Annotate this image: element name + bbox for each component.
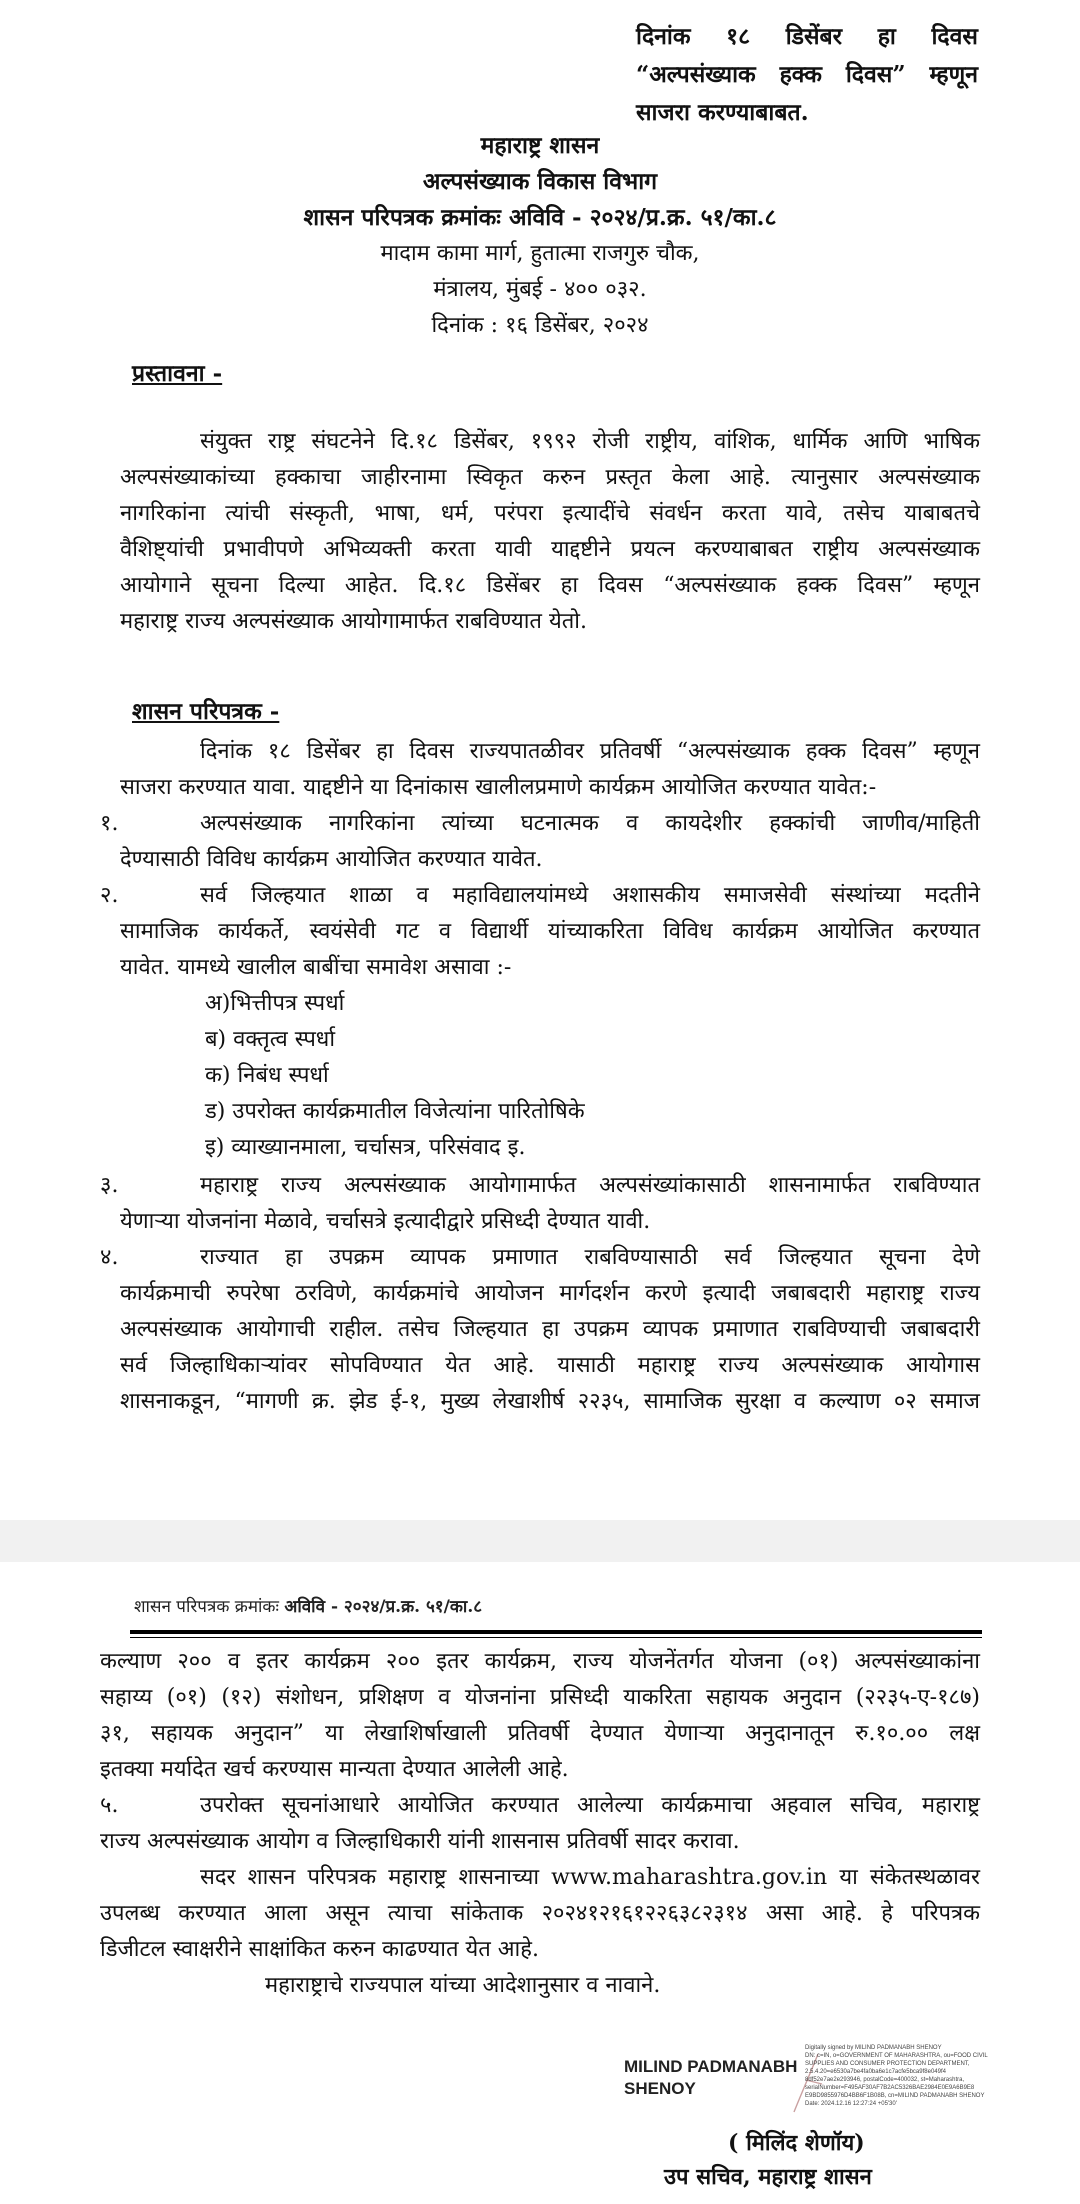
page-separator [0,1520,1080,1562]
signer-name: ( मिलिंद शेणॉय) [728,2130,865,2156]
circular-item-3 [120,1168,980,1240]
text-line: कार्यक्रमाची रुपरेषा ठरविणे, कार्यक्रमांचे आयोजन मार्गदर्शन करणे इत्यादी जबाबदारी महाराष्ट्र राज्य [120,1281,980,1306]
department-name: अल्पसंख्याक विकास विभाग [422,168,658,195]
signature-line: Digitally signed by MILIND PADMANABH SHENOY [805,2045,942,2051]
signer-name-line: MILIND PADMANABH [624,2057,798,2076]
text-line: राज्य अल्पसंख्याक आयोग व जिल्हाधिकारी यांनी शासनास प्रतिवर्षी सादर करावा. [100,1829,740,1854]
subject-line: “अल्पसंख्याक हक्क दिवस” म्हणून [636,61,978,88]
text-line: शासनाकडून, “मागणी क्र. झेड ई-१, मुख्य लेखाशीर्ष २२३५, सामाजिक सुरक्षा व कल्याण ०२ समाज [120,1389,980,1414]
circular-item-2 [120,878,980,986]
subject-block [636,18,978,132]
text-line: सामाजिक कार्यकर्ते, स्वयंसेवी गट व विद्यार्थी यांच्याकरिता विविध कार्यक्रम आयोजित करण्यात [120,919,980,944]
text-line: देण्यासाठी विविध कार्यक्रम आयोजित करण्यात यावेत. [120,847,543,872]
text-line: उपरोक्त सूचनांआधारे आयोजित करण्यात आलेल्या कार्यक्रमाचा अहवाल सचिव, महाराष्ट्र [200,1793,980,1818]
signature-line: E9BD9855976D4BB6F1B08B, cn=MILIND PADMANABH SHENOY [805,2093,985,2099]
circular-date: दिनांक : १६ डिसेंबर, २०२४ [431,313,649,338]
item-number: ५. [100,1793,119,1818]
preamble-heading: प्रस्तावना - [132,360,223,387]
text-line: राज्यात हा उपक्रम व्यापक प्रमाणात राबविण्यासाठी सर्व जिल्हयात सूचना देणे [200,1245,980,1270]
website-paragraph [100,1860,980,1968]
item-number: ४. [100,1245,119,1270]
text-line: महाराष्ट्र राज्य अल्पसंख्याक आयोगामार्फत अल्पसंख्यांकासाठी शासनामार्फत राबविण्यात [200,1173,980,1198]
reference-number: अविवि - २०२४/प्र.क्र. ५१/का.८ [284,1597,483,1617]
text-line: साजरा करण्यात यावा. याद्दष्टीने या दिनांकास खालीलप्रमाणे कार्यक्रम आयोजित करण्यात यावेत:- [120,775,877,800]
signature-line: SUPPLIES AND CONSUMER PROTECTION DEPARTMENT, [805,2061,970,2067]
circular-page-2 [0,1562,1080,2204]
circular-item-1 [120,806,980,878]
text-line: उपलब्ध करण्यात आला असून त्याचा सांकेताक २०२४१२१६१२२६३८२३१४ असा आहे. हे परिपत्रक [100,1901,980,1926]
document-header [0,128,1080,344]
text-line: ३१, सहायक अनुदान” या लेखाशिर्षाखाली प्रतिवर्षी देण्यात येणाऱ्या अनुदानातून रु.१०.०० लक्ष [100,1721,980,1746]
signature-line: serialNumber=F495AF30AF7B2AC5326BAE2984E0E9A6B9E8 [805,2085,975,2091]
item-number: ३. [100,1173,119,1198]
preamble-paragraph [120,424,980,640]
list-item: इ) व्याख्यानमाला, चर्चासत्र, परिसंवाद इ. [205,1135,526,1160]
list-item: ड) उपरोक्त कार्यक्रमातील विजेत्यांना पारितोषिके [205,1099,585,1124]
item-number: १. [100,811,119,836]
text-line: संयुक्त राष्ट्र संघटनेने दि.१८ डिसेंबर, १९९२ रोजी राष्ट्रीय, वांशिक, धार्मिक आणि भाषिक [200,429,980,454]
signer-latin-name [624,2056,797,2100]
text-line: अल्पसंख्याकांच्या हक्काचा जाहीरनामा स्विकृत करुन प्रस्तृत केला आहे. त्यानुसार अल्पसंख्याक [120,465,980,490]
list-item: क) निबंध स्पर्धा [205,1063,329,1088]
text-line: इतक्या मर्यादेत खर्च करण्यास मान्यता देण्यात आलेली आहे. [100,1757,569,1782]
signer-designation: उप सचिव, महाराष्ट्र शासन [664,2164,872,2190]
circular-heading: शासन परिपत्रक - [132,698,280,725]
signature-line: DN: c=IN, o=GOVERNMENT OF MAHARASHTRA, ou=FOOD CIVIL [805,2053,988,2059]
order-line: महाराष्ट्राचे राज्यपाल यांच्या आदेशानुसार व नावाने. [265,1973,661,1998]
page-reference [134,1594,482,1617]
item-number: २. [100,883,119,908]
digital-signature-details [805,2044,995,2108]
text-line: सहाय्य (०१) (१२) संशोधन, प्रशिक्षण व योजनांना प्रसिध्दी याकरिता सहायक अनुदान (२२३५-ए-१८७) [100,1685,980,1710]
list-item: ब) वक्तृत्व स्पर्धा [205,1027,336,1052]
text-line: वैशिष्ट्यांची प्रभावीपणे अभिव्यक्ती करता यावी याद्दष्टीने प्रयत्न करण्याबाबत राष्ट्रीय अल्पसंख्याक [120,537,980,562]
signer-name-line: SHENOY [624,2079,696,2098]
continuation-paragraph [100,1644,980,1788]
reference-prefix: शासन परिपत्रक क्रमांकः [134,1597,279,1617]
text-line: येणाऱ्या योजनांना मेळावे, चर्चासत्रे इत्यादीद्वारे प्रसिध्दी देण्यात यावी. [120,1209,651,1234]
text-line: कल्याण २०० व इतर कार्यक्रम २०० इतर कार्यक्रम, राज्य योजनेंतर्गत योजना (०१) अल्पसंख्याकांना [100,1649,980,1674]
signature-line: Date: 2024.12.16 12:27:24 +05'30' [805,2101,897,2107]
subject-line: दिनांक १८ डिसेंबर हा दिवस [636,23,978,50]
header-rule [130,1630,982,1634]
circular-item-4 [120,1240,980,1420]
text-line: सर्व जिल्हयात शाळा व महाविद्यालयांमध्ये अशासकीय समाजसेवी संस्थांच्या मदतीने [200,883,980,908]
text-line: डिजीटल स्वाक्षरीने साक्षांकित करुन काढण्यात येत आहे. [100,1937,539,1962]
text-line: नागरिकांना त्यांची संस्कृती, भाषा, धर्म, परंपरा इत्यादींचे संवर्धन करता यावे, तसेच याबाबतचे [120,501,980,526]
activity-list [205,986,585,1166]
circular-item-5 [100,1788,980,1860]
text-line: आयोगाने सूचना दिल्या आहेत. दि.१८ डिसेंबर हा दिवस “अल्पसंख्याक हक्क दिवस” म्हणून [120,573,980,598]
circular-intro [120,734,980,806]
address-line: मादाम कामा मार्ग, हुतात्मा राजगुरु चौक, [380,241,700,266]
address-line: मंत्रालय, मुंबई - ४०० ०३२. [433,277,647,302]
signature-line: 2.5.4.20=e6530a7be4fa0ba6e1c7acfe5bca9f8e049f4 [805,2069,946,2075]
circular-number: शासन परिपत्रक क्रमांकः अविवि - २०२४/प्र.क्र. ५१/का.८ [303,204,777,231]
text-line: अल्पसंख्याक आयोगाची राहील. तसेच जिल्हयात हा उपक्रम व्यापक प्रमाणात राबविण्याची जबाबदारी [120,1317,980,1342]
signature-line: 8df52e7ae2e293946, postalCode=400032, st=Maharashtra, [805,2077,965,2083]
header-rule-thin [130,1637,982,1638]
subject-line: साजरा करण्याबाबत. [636,99,809,126]
text-line: सदर शासन परिपत्रक महाराष्ट्र शासनाच्या www.maharashtra.gov.in या संकेतस्थळावर [200,1865,980,1890]
text-line: महाराष्ट्र राज्य अल्पसंख्याक आयोगामार्फत राबविण्यात येतो. [120,609,587,634]
text-line: अल्पसंख्याक नागरिकांना त्यांच्या घटनात्मक व कायदेशीर हक्कांची जाणीव/माहिती [200,811,980,836]
govt-name: महाराष्ट्र शासन [480,132,600,159]
text-line: यावेत. यामध्ये खालील बाबींचा समावेश असावा :- [120,955,512,980]
list-item: अ)भित्तीपत्र स्पर्धा [205,991,345,1016]
text-line: सर्व जिल्हाधिकाऱ्यांवर सोपविण्यात येत आहे. यासाठी महाराष्ट्र राज्य अल्पसंख्याक आयोगास [120,1353,980,1378]
text-line: दिनांक १८ डिसेंबर हा दिवस राज्यपातळीवर प्रतिवर्षी “अल्पसंख्याक हक्क दिवस” म्हणून [200,739,980,764]
